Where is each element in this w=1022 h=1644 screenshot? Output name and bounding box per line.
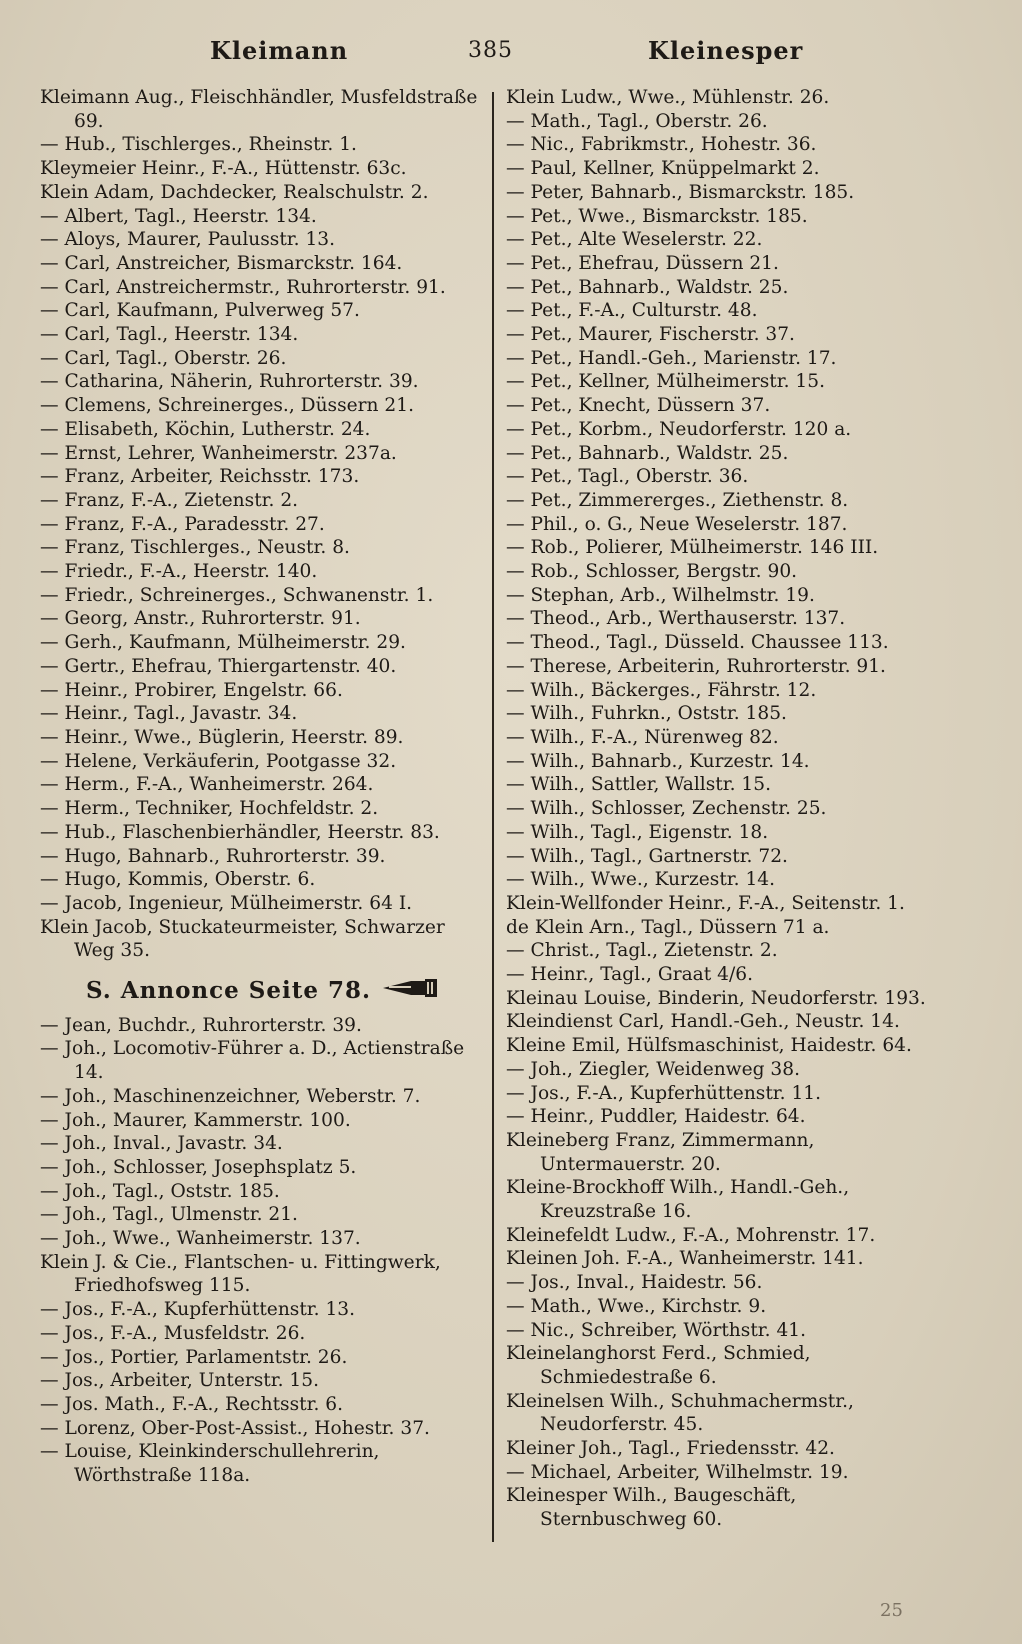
directory-entry: Klein Ludw., Wwe., Mühlenstr. 26. (506, 87, 830, 108)
directory-entry: — Theod., Tagl., Düsseld. Chaussee 113. (506, 632, 889, 654)
directory-entry: — Wilh., Tagl., Eigenstr. 18. (506, 821, 769, 843)
directory-entry: — Heinr., Probirer, Engelstr. 66. (40, 679, 343, 701)
directory-entry: — Carl, Tagl., Oberstr. 26. (40, 347, 287, 369)
directory-entry: Kleimann Aug., Fleischhändler, Musfeldstraße 69. (40, 87, 478, 132)
directory-entry: — Paul, Kellner, Knüppelmarkt 2. (506, 158, 820, 180)
left-entries-part-1 (40, 86, 480, 963)
directory-entry: — Clemens, Schreinerges., Düssern 21. (40, 395, 414, 417)
directory-entry: — Pet., Zimmererges., Ziethenstr. 8. (506, 489, 849, 511)
directory-entry: — Pet., Bahnarb., Waldstr. 25. (506, 276, 789, 298)
directory-entry: Klein-Wellfonder Heinr., F.-A., Seitenstr. 1. (506, 892, 905, 914)
directory-entry: Klein Adam, Dachdecker, Realschulstr. 2. (40, 181, 429, 203)
directory-entry: — Joh., Tagl., Ulmenstr. 21. (40, 1204, 298, 1226)
directory-entry: — Joh., Maschinenzeichner, Weberstr. 7. (40, 1085, 421, 1107)
running-head-right: Kleinesper (648, 36, 804, 65)
annonce-text: S. Annonce Seite 78. (86, 976, 372, 1004)
directory-entry: — Rob., Schlosser, Bergstr. 90. (506, 561, 798, 583)
directory-entry: — Helene, Verkäuferin, Pootgasse 32. (40, 750, 397, 772)
directory-entry: — Friedr., F.-A., Heerstr. 140. (40, 561, 318, 583)
right-entries (506, 86, 944, 1532)
directory-entry: — Hub., Flaschenbierhändler, Heerstr. 83. (40, 821, 440, 843)
directory-entry: — Wilh., Fuhrkn., Oststr. 185. (506, 703, 787, 725)
directory-entry: — Jos., F.-A., Kupferhüttenstr. 13. (40, 1299, 356, 1321)
directory-entry: — Lorenz, Ober-Post-Assist., Hohestr. 37. (40, 1417, 430, 1439)
directory-entry: — Heinr., Wwe., Büglerin, Heerstr. 89. (40, 726, 404, 748)
directory-entry: — Herm., F.-A., Wanheimerstr. 264. (40, 774, 374, 796)
directory-entry: — Theod., Arb., Werthauserstr. 137. (506, 608, 846, 630)
directory-entry: — Pet., Kellner, Mülheimerstr. 15. (506, 371, 825, 393)
directory-entry: — Wilh., F.-A., Nürenweg 82. (506, 726, 779, 748)
directory-entry: — Franz, F.-A., Paradesstr. 27. (40, 513, 325, 535)
directory-entry: — Gertr., Ehefrau, Thiergartenstr. 40. (40, 655, 397, 677)
right-column (506, 86, 944, 1532)
directory-entry: — Gerh., Kaufmann, Mülheimerstr. 29. (40, 632, 406, 654)
directory-entry: — Joh., Tagl., Oststr. 185. (40, 1180, 280, 1202)
directory-entry: — Joh., Locomotiv-Führer a. D., Actienstraße 14. (40, 1038, 465, 1084)
directory-entry: — Carl, Anstreicher, Bismarckstr. 164. (40, 252, 403, 274)
directory-entry: — Hugo, Bahnarb., Ruhrorterstr. 39. (40, 845, 386, 867)
directory-entry: — Pet., Bahnarb., Waldstr. 25. (506, 442, 789, 464)
directory-entry: Kleinefeldt Ludw., F.-A., Mohrenstr. 17. (506, 1224, 876, 1246)
directory-entry: — Peter, Bahnarb., Bismarckstr. 185. (506, 181, 855, 203)
directory-entry: — Jos. Math., F.-A., Rechtsstr. 6. (40, 1393, 344, 1415)
column-divider (492, 92, 494, 1542)
footer-mark: 25 (880, 1600, 903, 1621)
directory-entry: — Friedr., Schreinerges., Schwanenstr. 1. (40, 584, 434, 606)
directory-entry: — Elisabeth, Köchin, Lutherstr. 24. (40, 418, 371, 440)
page-number: 385 (468, 38, 513, 63)
directory-entry: — Carl, Anstreichermstr., Ruhrorterstr. 91. (40, 276, 446, 298)
directory-entry: Kleinelanghorst Ferd., Schmied, Schmiedestraße 6. (506, 1343, 811, 1388)
pointing-hand-icon (381, 977, 439, 1004)
directory-entry: — Joh., Maurer, Kammerstr. 100. (40, 1109, 351, 1131)
directory-entry: — Carl, Kaufmann, Pulverweg 57. (40, 300, 360, 322)
left-entries-part-2 (40, 1014, 480, 1488)
directory-entry: Kleymeier Heinr., F.-A., Hüttenstr. 63c. (40, 158, 407, 180)
directory-entry: — Hugo, Kommis, Oberstr. 6. (40, 869, 316, 891)
running-head-left: Kleimann (210, 36, 349, 65)
directory-entry: — Georg, Anstr., Ruhrorterstr. 91. (40, 608, 361, 630)
directory-entry: Klein J. & Cie., Flantschen- u. Fittingwerk, Friedhofsweg 115. (40, 1251, 441, 1297)
directory-entry: — Pet., Handl.-Geh., Marienstr. 17. (506, 347, 837, 369)
directory-entry: Kleiner Joh., Tagl., Friedensstr. 42. (506, 1438, 835, 1460)
directory-entry: — Joh., Schlosser, Josephsplatz 5. (40, 1156, 357, 1178)
directory-entry: — Wilh., Wwe., Kurzestr. 14. (506, 869, 776, 891)
directory-entry: — Therese, Arbeiterin, Ruhrorterstr. 91. (506, 655, 886, 677)
directory-entry: — Heinr., Puddler, Haidestr. 64. (506, 1106, 806, 1128)
directory-entry: Kleinesper Wilh., Baugeschäft, Sternbuschweg 60. (506, 1485, 797, 1531)
directory-entry: — Albert, Tagl., Heerstr. 134. (40, 205, 317, 227)
directory-entry: Kleine-Brockhoff Wilh., Handl.-Geh., Kreuzstraße 16. (506, 1177, 850, 1223)
directory-entry: — Joh., Inval., Javastr. 34. (40, 1133, 283, 1155)
directory-entry: Kleinelsen Wilh., Schuhmachermstr., Neudorferstr. 45. (506, 1390, 854, 1436)
directory-entry: — Franz, Tischlerges., Neustr. 8. (40, 537, 350, 559)
annonce-note (86, 977, 480, 1004)
directory-entry: Kleindienst Carl, Handl.-Geh., Neustr. 14. (506, 1011, 900, 1033)
directory-entry: — Wilh., Schlosser, Zechenstr. 25. (506, 798, 827, 820)
directory-entry: — Catharina, Näherin, Ruhrorterstr. 39. (40, 371, 419, 393)
directory-entry: — Phil., o. G., Neue Weselerstr. 187. (506, 513, 848, 535)
directory-entry: — Math., Tagl., Oberstr. 26. (506, 110, 768, 132)
directory-entry: — Ernst, Lehrer, Wanheimerstr. 237a. (40, 442, 397, 464)
directory-entry: — Pet., Wwe., Bismarckstr. 185. (506, 205, 808, 227)
directory-entry: — Pet., Knecht, Düssern 37. (506, 395, 771, 417)
directory-entry: Kleinau Louise, Binderin, Neudorferstr. 193. (506, 987, 926, 1009)
directory-entry: — Pet., Korbm., Neudorferstr. 120 a. (506, 418, 852, 440)
left-column (40, 86, 480, 1488)
directory-entry: — Rob., Polierer, Mülheimerstr. 146 III. (506, 537, 879, 559)
directory-entry: Klein Jacob, Stuckateurmeister, Schwarzer Weg 35. (40, 916, 445, 962)
directory-entry: — Jos., Portier, Parlamentstr. 26. (40, 1346, 348, 1368)
directory-entry: — Carl, Tagl., Heerstr. 134. (40, 324, 299, 346)
directory-entry: — Joh., Ziegler, Weidenweg 38. (506, 1058, 800, 1080)
directory-entry: — Aloys, Maurer, Paulusstr. 13. (40, 229, 336, 251)
directory-entry: — Nic., Schreiber, Wörthstr. 41. (506, 1319, 807, 1341)
directory-entry: — Jos., Inval., Haidestr. 56. (506, 1272, 763, 1294)
directory-entry: Kleine Emil, Hülfsmaschinist, Haidestr. 64. (506, 1035, 912, 1057)
directory-entry: — Jos., F.-A., Kupferhüttenstr. 11. (506, 1082, 822, 1104)
directory-entry: — Joh., Wwe., Wanheimerstr. 137. (40, 1228, 361, 1250)
directory-entry: — Pet., Tagl., Oberstr. 36. (506, 466, 749, 488)
directory-entry: — Pet., Maurer, Fischerstr. 37. (506, 324, 795, 346)
directory-entry: — Wilh., Bahnarb., Kurzestr. 14. (506, 750, 810, 772)
directory-entry: — Pet., Ehefrau, Düssern 21. (506, 252, 779, 274)
directory-entry: — Heinr., Tagl., Graat 4/6. (506, 964, 753, 986)
directory-entry: — Wilh., Tagl., Gartnerstr. 72. (506, 845, 788, 867)
directory-entry: — Jean, Buchdr., Ruhrorterstr. 39. (40, 1014, 362, 1036)
directory-entry: de Klein Arn., Tagl., Düssern 71 a. (506, 916, 830, 938)
directory-entry: — Stephan, Arb., Wilhelmstr. 19. (506, 584, 815, 606)
directory-entry: — Franz, F.-A., Zietenstr. 2. (40, 489, 299, 511)
directory-entry: — Franz, Arbeiter, Reichsstr. 173. (40, 466, 360, 488)
directory-entry: — Michael, Arbeiter, Wilhelmstr. 19. (506, 1461, 849, 1483)
directory-entry: — Hub., Tischlerges., Rheinstr. 1. (40, 134, 357, 156)
directory-entry: — Jacob, Ingenieur, Mülheimerstr. 64 I. (40, 892, 413, 914)
directory-entry: — Louise, Kleinkinderschullehrerin, Wörthstraße 118a. (40, 1441, 380, 1487)
directory-entry: Kleinen Joh. F.-A., Wanheimerstr. 141. (506, 1248, 864, 1270)
directory-entry: — Herm., Techniker, Hochfeldstr. 2. (40, 798, 379, 820)
directory-entry: Kleineberg Franz, Zimmermann, Untermauerstr. 20. (506, 1129, 815, 1175)
directory-entry: — Wilh., Sattler, Wallstr. 15. (506, 774, 771, 796)
directory-entry: — Heinr., Tagl., Javastr. 34. (40, 703, 298, 725)
directory-entry: — Jos., Arbeiter, Unterstr. 15. (40, 1370, 319, 1392)
directory-entry: — Wilh., Bäckerges., Fährstr. 12. (506, 679, 817, 701)
directory-entry: — Christ., Tagl., Zietenstr. 2. (506, 940, 778, 962)
directory-entry: — Nic., Fabrikmstr., Hohestr. 36. (506, 134, 817, 156)
directory-entry: — Pet., Alte Weselerstr. 22. (506, 229, 763, 251)
directory-entry: — Math., Wwe., Kirchstr. 9. (506, 1295, 767, 1317)
directory-entry: — Jos., F.-A., Musfeldstr. 26. (40, 1322, 306, 1344)
directory-entry: — Pet., F.-A., Culturstr. 48. (506, 300, 758, 322)
